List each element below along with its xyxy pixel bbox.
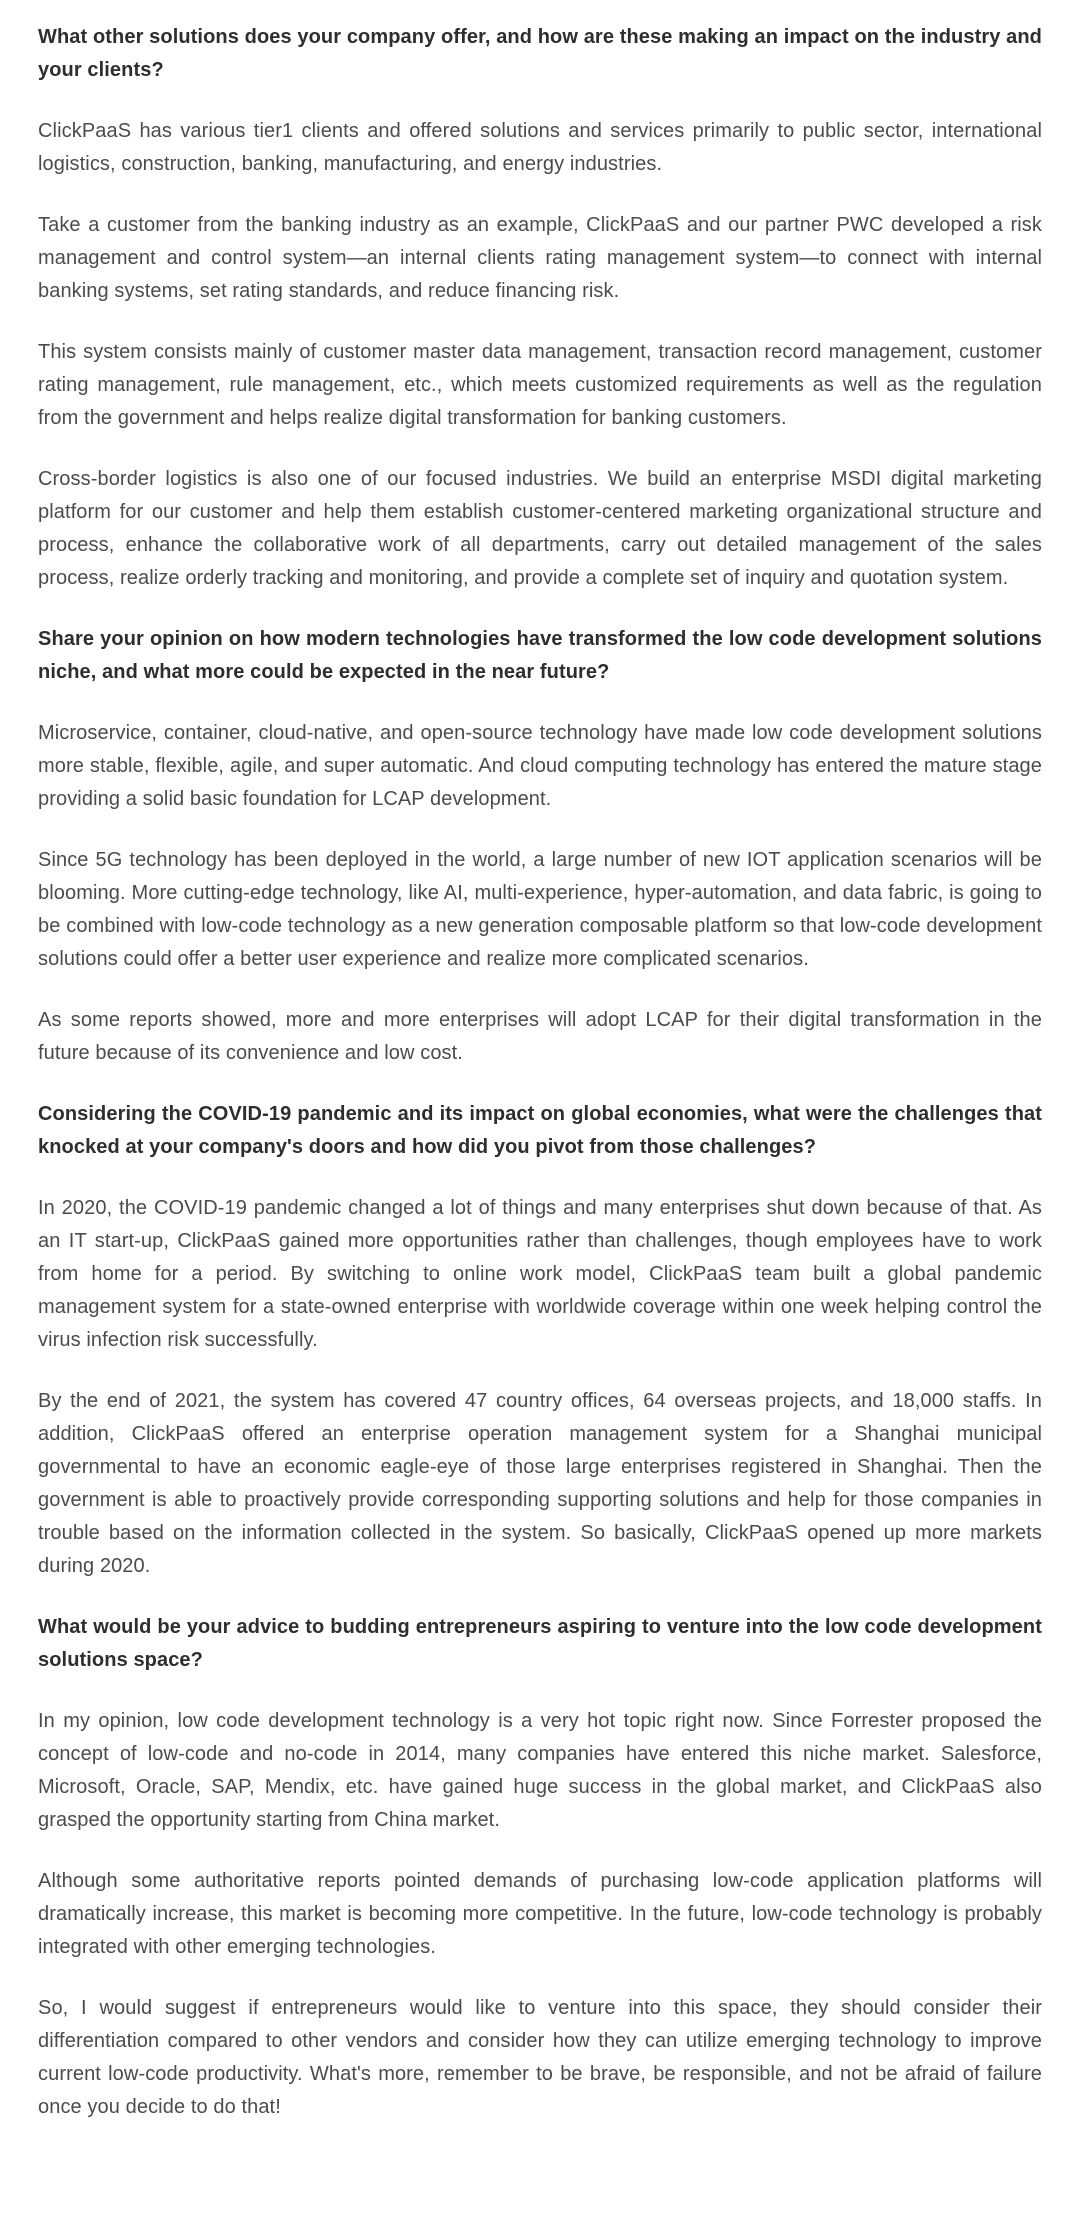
answer-paragraph: ClickPaaS has various tier1 clients and offered solutions and services primarily to public sector, international logistics, construction, banking, manufacturing, and energy industries. (38, 120, 1042, 175)
answer-paragraph: As some reports showed, more and more enterprises will adopt LCAP for their digital transformation in the future because of its convenience and low cost. (38, 1009, 1042, 1064)
answer-paragraph: By the end of 2021, the system has covered 47 country offices, 64 overseas projects, and 18,000 staffs. In addition, ClickPaaS offered an enterprise operation management system for a Shanghai municipal governmental to have an economic eagle-eye of those large enterprises registered in Shanghai. Then the government is able to proactively provide corresponding supporting solutions and help for those companies in trouble based on the information collected in the system. So basically, ClickPaaS opened up more markets during 2020. (38, 1390, 1042, 1577)
answer-paragraph: Since 5G technology has been deployed in the world, a large number of new IOT application scenarios will be blooming. More cutting-edge technology, like AI, multi-experience, hyper-automation, and data fabric, is going to be combined with low-code technology as a new generation composable platform so that low-code development solutions could offer a better user experience and realize more complicated scenarios. (38, 849, 1042, 970)
answer-paragraph: Take a customer from the banking industry as an example, ClickPaaS and our partner PWC developed a risk management and control system—an internal clients rating management system—to connect with internal banking systems, set rating standards, and reduce financing risk. (38, 214, 1042, 302)
answer-paragraph: In my opinion, low code development technology is a very hot topic right now. Since Forrester proposed the concept of low-code and no-code in 2014, many companies have entered this niche market. Salesforce, Microsoft, Oracle, SAP, Mendix, etc. have gained huge success in the global market, and ClickPaaS also grasped the opportunity starting from China market. (38, 1710, 1042, 1831)
answer-paragraph: Although some authoritative reports pointed demands of purchasing low-code application platforms will dramatically increase, this market is becoming more competitive. In the future, low-code technology is probably integrated with other emerging technologies. (38, 1870, 1042, 1958)
answer-paragraph: Microservice, container, cloud-native, and open-source technology have made low code development solutions more stable, flexible, agile, and super automatic. And cloud computing technology has entered the mature stage providing a solid basic foundation for LCAP development. (38, 722, 1042, 810)
question-paragraph: What other solutions does your company offer, and how are these making an impact on the industry and your clients? (38, 26, 1042, 81)
question-paragraph: Share your opinion on how modern technologies have transformed the low code development solutions niche, and what more could be expected in the near future? (38, 628, 1042, 683)
answer-paragraph: Cross-border logistics is also one of our focused industries. We build an enterprise MSDI digital marketing platform for our customer and help them establish customer-centered marketing organizational structure and process, enhance the collaborative work of all departments, carry out detailed management of the sales process, realize orderly tracking and monitoring, and provide a complete set of inquiry and quotation system. (38, 468, 1042, 589)
question-paragraph: Considering the COVID-19 pandemic and its impact on global economies, what were the challenges that knocked at your company's doors and how did you pivot from those challenges? (38, 1103, 1042, 1158)
answer-paragraph: In 2020, the COVID-19 pandemic changed a lot of things and many enterprises shut down because of that. As an IT start-up, ClickPaaS gained more opportunities rather than challenges, though employees have to work from home for a period. By switching to online work model, ClickPaaS team built a global pandemic management system for a state-owned enterprise with worldwide coverage within one week helping control the virus infection risk successfully. (38, 1197, 1042, 1351)
answer-paragraph: So, I would suggest if entrepreneurs would like to venture into this space, they should consider their differentiation compared to other vendors and consider how they can utilize emerging technology to improve current low-code productivity. What's more, remember to be brave, be responsible, and not be afraid of failure once you decide to do that! (38, 1997, 1042, 2118)
question-paragraph: What would be your advice to budding entrepreneurs aspiring to venture into the low code development solutions space? (38, 1616, 1042, 1671)
answer-paragraph: This system consists mainly of customer master data management, transaction record management, customer rating management, rule management, etc., which meets customized requirements as well as the regulation from the government and helps realize digital transformation for banking customers. (38, 341, 1042, 429)
